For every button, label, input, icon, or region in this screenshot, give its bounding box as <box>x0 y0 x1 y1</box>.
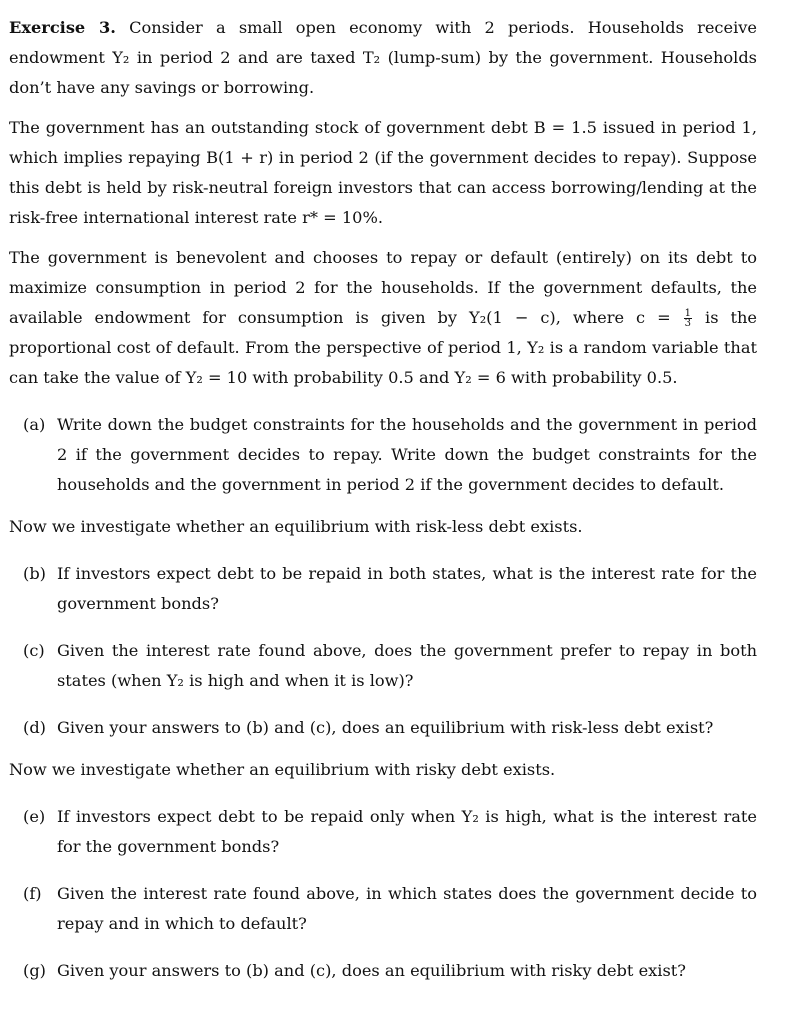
default-paragraph <box>9 243 757 393</box>
question-d <box>23 713 757 743</box>
question-label: (b) <box>23 564 46 583</box>
risky-intro: Now we investigate whether an equilibrium with risky debt exists. <box>9 760 556 779</box>
exercise-intro <box>9 13 757 103</box>
default-text-part2: is the proportional cost of default. From the perspective of period 1, Y₂ is a random variable that can take the value of Y₂ = 10 with probability 0.5 and Y₂ = 6 with probability 0.5. <box>9 308 757 387</box>
question-label: (d) <box>23 718 46 737</box>
question-text: Given the interest rate found above, in which states does the government decide to repay and in which to default? <box>57 884 757 933</box>
default-text-part1: The government is benevolent and chooses to repay or default (entirely) on its debt to maximize consumption in period 2 for the households. If the government defaults, the available endowment for consumption is given by Y₂(1 − c), where c = <box>9 248 757 327</box>
intro-text: Consider a small open economy with 2 periods. Households receive endowment Y₂ in period 2 and are taxed T₂ (lump-sum) by the government. Households don’t have any savings or borrowing. <box>9 18 757 97</box>
question-text: If investors expect debt to be repaid in both states, what is the interest rate for the government bonds? <box>57 564 757 613</box>
question-label: (g) <box>23 961 46 980</box>
riskless-intro: Now we investigate whether an equilibrium with risk-less debt exists. <box>9 517 583 536</box>
question-label: (f) <box>23 884 42 903</box>
debt-paragraph: The government has an outstanding stock of government debt B = 1.5 issued in period 1, which implies repaying B(1 + r) in period 2 (if the government decides to repay). Suppose this debt is held by risk-neutral foreign investors that can access borrowing/lending at the risk-free international interest rate r* = 10%. <box>9 118 757 227</box>
question-text: Given your answers to (b) and (c), does an equilibrium with risky debt exist? <box>57 961 686 980</box>
question-b <box>23 559 757 619</box>
exercise-heading: Exercise 3. <box>9 18 116 37</box>
question-f <box>23 879 757 939</box>
question-g <box>23 956 757 986</box>
question-a <box>23 410 757 500</box>
question-text: Given your answers to (b) and (c), does an equilibrium with risk-less debt exist? <box>57 718 714 737</box>
question-text: Given the interest rate found above, does the government prefer to repay in both states (when Y₂ is high and when it is low)? <box>57 641 757 690</box>
question-label: (c) <box>23 641 45 660</box>
question-label: (a) <box>23 415 46 434</box>
question-e <box>23 802 757 862</box>
question-text: Write down the budget constraints for the households and the government in period 2 if the government decides to repay. Write down the budget constraints for the households and the government in period 2 if the government decides to default. <box>57 415 757 494</box>
fraction-denominator: 3 <box>684 318 692 329</box>
exercise-document <box>9 13 757 986</box>
fraction-one-third <box>684 309 692 328</box>
question-text: If investors expect debt to be repaid only when Y₂ is high, what is the interest rate for the government bonds? <box>57 807 757 856</box>
question-label: (e) <box>23 807 46 826</box>
fraction-numerator: 1 <box>684 308 692 319</box>
question-c <box>23 636 757 696</box>
